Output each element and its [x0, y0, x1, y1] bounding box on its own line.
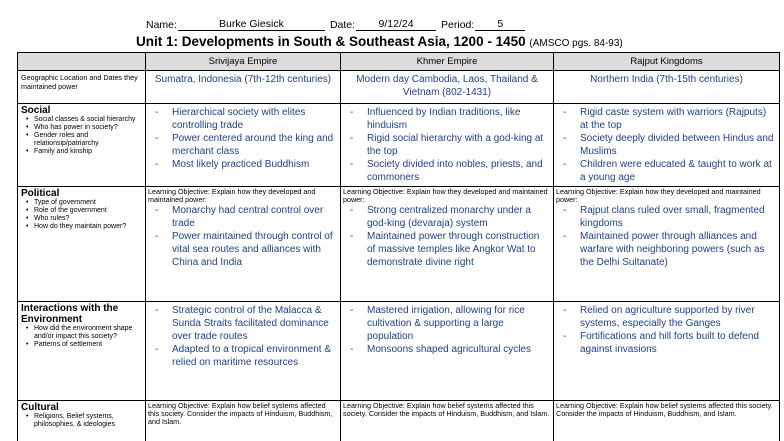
list-item: • Religions, Belief systems, philosophies, & ideologies: [34, 413, 142, 429]
political-cell-srivijaya[interactable]: [146, 187, 341, 302]
social-prompts: [34, 116, 142, 156]
corner-cell: [18, 53, 146, 71]
political-cell-rajput[interactable]: [554, 187, 780, 302]
row-label-geo: Geographic Location and Dates they maintained power: [18, 71, 146, 104]
row-label-social: [18, 104, 146, 187]
row-title-interactions: Interactions with the Environment: [21, 303, 119, 325]
table-row-cultural: [18, 401, 780, 441]
list-item: - Society deeply divided between Hindus and Muslims: [580, 132, 775, 158]
list-item: - Relied on agriculture supported by river systems, especially the Ganges: [580, 304, 775, 330]
table-row-interactions: [18, 302, 780, 401]
interactions-prompts: [34, 325, 142, 349]
geo-cell-rajput[interactable]: Northern India (7th-15th centuries): [554, 71, 780, 104]
list-item: - Influenced by Indian traditions, like hinduism: [367, 106, 549, 132]
row-label-interactions: [18, 302, 146, 401]
list-item: • Family and kinship: [34, 148, 142, 156]
cultural-prompts: [34, 413, 142, 429]
period-label: Period:: [441, 19, 475, 31]
row-label-cultural: [18, 401, 146, 441]
learning-objective: Learning Objective: Explain how they developed and maintained power:: [556, 187, 761, 204]
list-item: - Fortifications and hill forts built to defend against invasions: [580, 330, 775, 356]
table-row-geo: [18, 71, 780, 104]
table-row-social: [18, 104, 780, 187]
list-item: - Monsoons shaped agricultural cycles: [367, 343, 549, 356]
row-title-cultural: Cultural: [21, 402, 59, 413]
list-item: • Patterns of settlement: [34, 341, 142, 349]
row-title-political: Political: [21, 188, 60, 199]
list-item: - Maintained power through construction of massive temples like Angkor Wat to demonstrate divine right: [367, 230, 549, 269]
political-cell-khmer[interactable]: [341, 187, 554, 302]
column-header-row: [18, 53, 780, 71]
list-item: • How did the environment shape and/or impact this society?: [34, 325, 142, 341]
list-item: - Power maintained through control of vital sea routes and alliances with China and India: [172, 230, 336, 269]
list-item: - Maintained power through alliances and warfare with neighboring powers (such as the Delhi Sultanate): [580, 230, 775, 269]
student-info-line: [146, 15, 525, 31]
list-item: - Strategic control of the Malacca & Sunda Straits facilitated dominance over trade routes: [172, 304, 336, 343]
row-label-political: [18, 187, 146, 302]
learning-objective: Learning Objective: Explain how belief systems affected this society. Consider the impacts of Hinduism, Buddhism, and Islam.: [556, 401, 773, 418]
title-suffix: (AMSCO pgs. 84-93): [529, 38, 623, 49]
geo-cell-srivijaya[interactable]: Sumatra, Indonesia (7th-12th centuries): [146, 71, 341, 104]
table-row-political: [18, 187, 780, 302]
column-header-srivijaya: Srivijaya Empire: [146, 53, 341, 71]
list-item: • Type of government: [34, 199, 142, 207]
period-value[interactable]: 5: [475, 18, 525, 31]
row-title-social: Social: [21, 105, 51, 116]
cultural-cell-rajput[interactable]: [554, 401, 780, 441]
column-header-rajput: Rajput Kingdoms: [554, 53, 780, 71]
list-item: • Who has power in society?: [34, 124, 142, 132]
social-cell-rajput[interactable]: [554, 104, 780, 187]
list-item: • Who rules?: [34, 215, 142, 223]
learning-objective: Learning Objective: Explain how belief systems affected this society. Consider the impacts of Hinduism, Buddhism, and Islam.: [343, 401, 550, 418]
list-item: - Adapted to a tropical environment & relied on maritime resources: [172, 343, 336, 369]
list-item: - Society divided into nobles, priests, and commoners: [367, 158, 549, 184]
list-item: • Social classes & social hierarchy: [34, 116, 142, 124]
learning-objective: Learning Objective: Explain how belief systems affected this society. Consider the impacts of Hinduism, Buddhism, and Islam.: [148, 401, 333, 426]
name-value[interactable]: Burke Giesick: [178, 18, 325, 31]
list-item: - Children were educated & taught to work at a young age: [580, 158, 775, 184]
learning-objective: Learning Objective: Explain how they developed and maintained power:: [148, 187, 316, 204]
learning-objective: Learning Objective: Explain how they developed and maintained power:: [343, 187, 548, 204]
geo-cell-khmer[interactable]: Modern day Cambodia, Laos, Thailand & Vietnam (802-1431): [341, 71, 554, 104]
interactions-cell-khmer[interactable]: [341, 302, 554, 401]
list-item: - Power centered around the king and merchant class: [172, 132, 336, 158]
date-label: Date:: [329, 19, 356, 31]
title-main: Unit 1: Developments in South & Southeast Asia, 1200 - 1450: [136, 34, 526, 49]
interactions-cell-rajput[interactable]: [554, 302, 780, 401]
list-item: - Rajput clans ruled over small, fragmented kingdoms: [580, 204, 775, 230]
list-item: - Most likely practiced Buddhism: [172, 158, 336, 171]
social-cell-khmer[interactable]: [341, 104, 554, 187]
social-cell-srivijaya[interactable]: [146, 104, 341, 187]
list-item: • How do they maintain power?: [34, 223, 142, 231]
name-label: Name:: [146, 19, 177, 31]
list-item: - Rigid social hierarchy with a god-king at the top: [367, 132, 549, 158]
cultural-cell-khmer[interactable]: [341, 401, 554, 441]
column-header-khmer: Khmer Empire: [341, 53, 554, 71]
list-item: • Role of the government: [34, 207, 142, 215]
cultural-cell-srivijaya[interactable]: [146, 401, 341, 441]
political-prompts: [34, 199, 142, 231]
list-item: - Strong centralized monarchy under a god-king (devaraja) system: [367, 204, 549, 230]
list-item: - Hierarchical society with elites controlling trade: [172, 106, 336, 132]
interactions-cell-srivijaya[interactable]: [146, 302, 341, 401]
list-item: - Rigid caste system with warriors (Rajputs) at the top: [580, 106, 775, 132]
page-title: [136, 34, 623, 49]
list-item: - Monarchy had central control over trade: [172, 204, 336, 230]
list-item: - Mastered irrigation, allowing for rice cultivation & supporting a large population: [367, 304, 549, 343]
notes-table: [17, 52, 780, 441]
date-value[interactable]: 9/12/24: [356, 18, 436, 31]
list-item: • Gender roles and relationsip/patriarchy: [34, 132, 142, 148]
